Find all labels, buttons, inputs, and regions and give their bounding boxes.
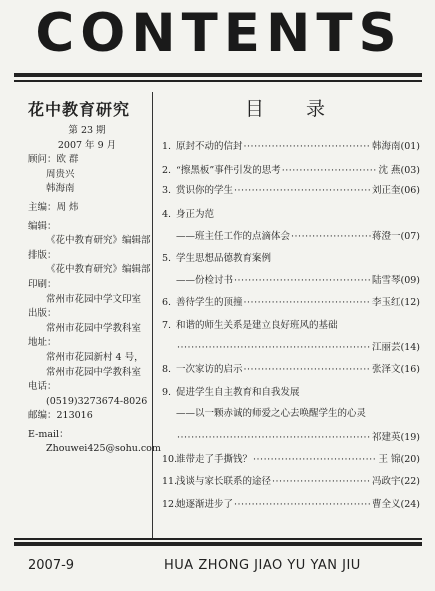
toc-number [162,341,176,355]
toc-number: 6. [162,297,172,308]
top-rule-thick [14,73,422,77]
editor-label: 编辑： [28,220,57,232]
toc-article-title: ——以一颗赤诚的师爱之心去唤醒学生的心灵 [176,408,367,419]
toc-entry[interactable] [162,341,420,355]
toc-number: 4. [162,209,172,220]
toc-article-title: 促进学生自主教育和自我发展 [176,387,300,398]
toc-entry[interactable] [162,296,420,310]
toc-entry[interactable] [162,208,420,222]
chief-editor: 主编：周 炜 [28,201,79,213]
toc-author-page: 蒋澄一(07) [371,231,420,242]
print-label: 印刷： [28,278,57,290]
toc-entry[interactable] [162,363,420,377]
toc-article-title: ——份检讨书 [176,275,234,286]
toc-entry[interactable] [162,431,420,445]
toc-number: 10. [162,454,178,465]
toc-author-page: 王 锦(20) [378,454,420,465]
layout-value: 《花中教育研究》编辑部 [46,264,151,276]
toc-entry[interactable] [162,140,420,154]
toc-author-page: 江丽芸(14) [371,342,420,353]
email-value: Zhouwei425@sohu.com [46,443,161,455]
toc-title: 目 录 [245,98,344,120]
toc-entry[interactable] [162,319,420,333]
phone-value: (0519)3273674-8026 [46,395,148,407]
toc-number [162,274,176,288]
publish-value: 常州市花园中学教科室 [46,322,142,334]
toc-number: 8. [162,364,172,375]
toc-article-title: 浅谈与家长联系的途径 [176,476,272,487]
layout-label: 排版： [28,249,57,261]
advisor-name: 周贵兴 [46,168,75,180]
toc-author-page: 刘正奎(06) [371,185,420,196]
toc-number [162,407,176,421]
toc-number: 7. [162,320,172,331]
toc-entry[interactable] [162,184,420,198]
print-value: 常州市花园中学文印室 [46,293,142,305]
toc-article-title: 身正为范 [176,209,215,220]
bottom-rule-thin [14,538,422,540]
advisor-label: 顾问：欧 群 [28,154,79,166]
toc-number: 1. [162,141,172,152]
toc-number: 3. [162,185,172,196]
footer-date: 2007-9 [28,558,75,573]
toc-article-title: “擦黑板”事件引发的思考 [176,165,281,176]
toc-author-page: 沈 燕(03) [378,165,420,176]
toc-article-title: 和谐的师生关系是建立良好班风的基础 [176,320,338,331]
email-label: E-mail： [28,428,69,440]
issue-date: 2007 年 9 月 [57,139,117,151]
toc-entry[interactable] [162,230,420,244]
toc-number: 2. [162,165,172,176]
magazine-title: 花中教育研究 [28,100,131,119]
toc-entry[interactable] [162,453,420,467]
phone-label: 电话： [28,381,57,393]
contents-heading: CONTENTS [35,3,403,64]
toc-author-page: 冯政宇(22) [371,476,420,487]
toc-entry[interactable] [162,164,420,178]
toc-author-page: 张泽文(16) [371,364,420,375]
toc-article-title: 她逐渐进步了 [176,499,234,510]
toc-author-page: 李玉红(12) [371,297,420,308]
top-rule-thin [14,80,422,82]
toc-number [162,230,176,244]
toc-article-title: 原封不动的信封 [176,141,243,152]
toc-entry[interactable] [162,407,420,421]
toc-number [162,431,176,445]
toc-article-title: 谁带走了手撕钱？ [176,454,253,465]
address-label: 地址： [28,337,57,349]
toc-entry[interactable] [162,386,420,400]
toc-author-page: 曹全义(24) [371,499,420,510]
toc-entry[interactable] [162,274,420,288]
footer-pinyin-title: HUA ZHONG JIAO YU YAN JIU [164,558,361,573]
toc-number: 12. [162,499,178,510]
address-line: 常州市花园新村 4 号， [46,351,144,363]
toc-entry[interactable] [162,498,420,512]
toc-author-page: 陆雪琴(09) [371,275,420,286]
toc-article-title: 学生思想品德教育案例 [176,253,272,264]
toc-article-title: ——班主任工作的点滴体会 [176,231,291,242]
toc-author-page: 韩海南(01) [371,141,420,152]
issue-number: 第 23 期 [68,125,106,136]
toc-number: 11. [162,476,178,487]
toc-number: 9. [162,387,172,398]
toc-number: 5. [162,253,172,264]
toc-article-title: 善待学生的顶撞 [176,297,243,308]
toc-article-title: 赏识你的学生 [176,185,234,196]
publish-label: 出版： [28,308,57,320]
toc-entry[interactable] [162,252,420,266]
bottom-rule-thick [14,542,422,546]
toc-article-title: 一次家访的启示 [176,364,243,375]
toc-author-page: 祁建英(19) [371,432,420,443]
editor-value: 《花中教育研究》编辑部 [46,235,151,247]
postcode: 邮编：213016 [28,410,93,422]
address-line: 常州市花园中学教科室 [46,366,142,378]
toc-entry[interactable] [162,475,420,489]
advisor-name: 韩海南 [46,183,75,195]
masthead [28,100,161,457]
